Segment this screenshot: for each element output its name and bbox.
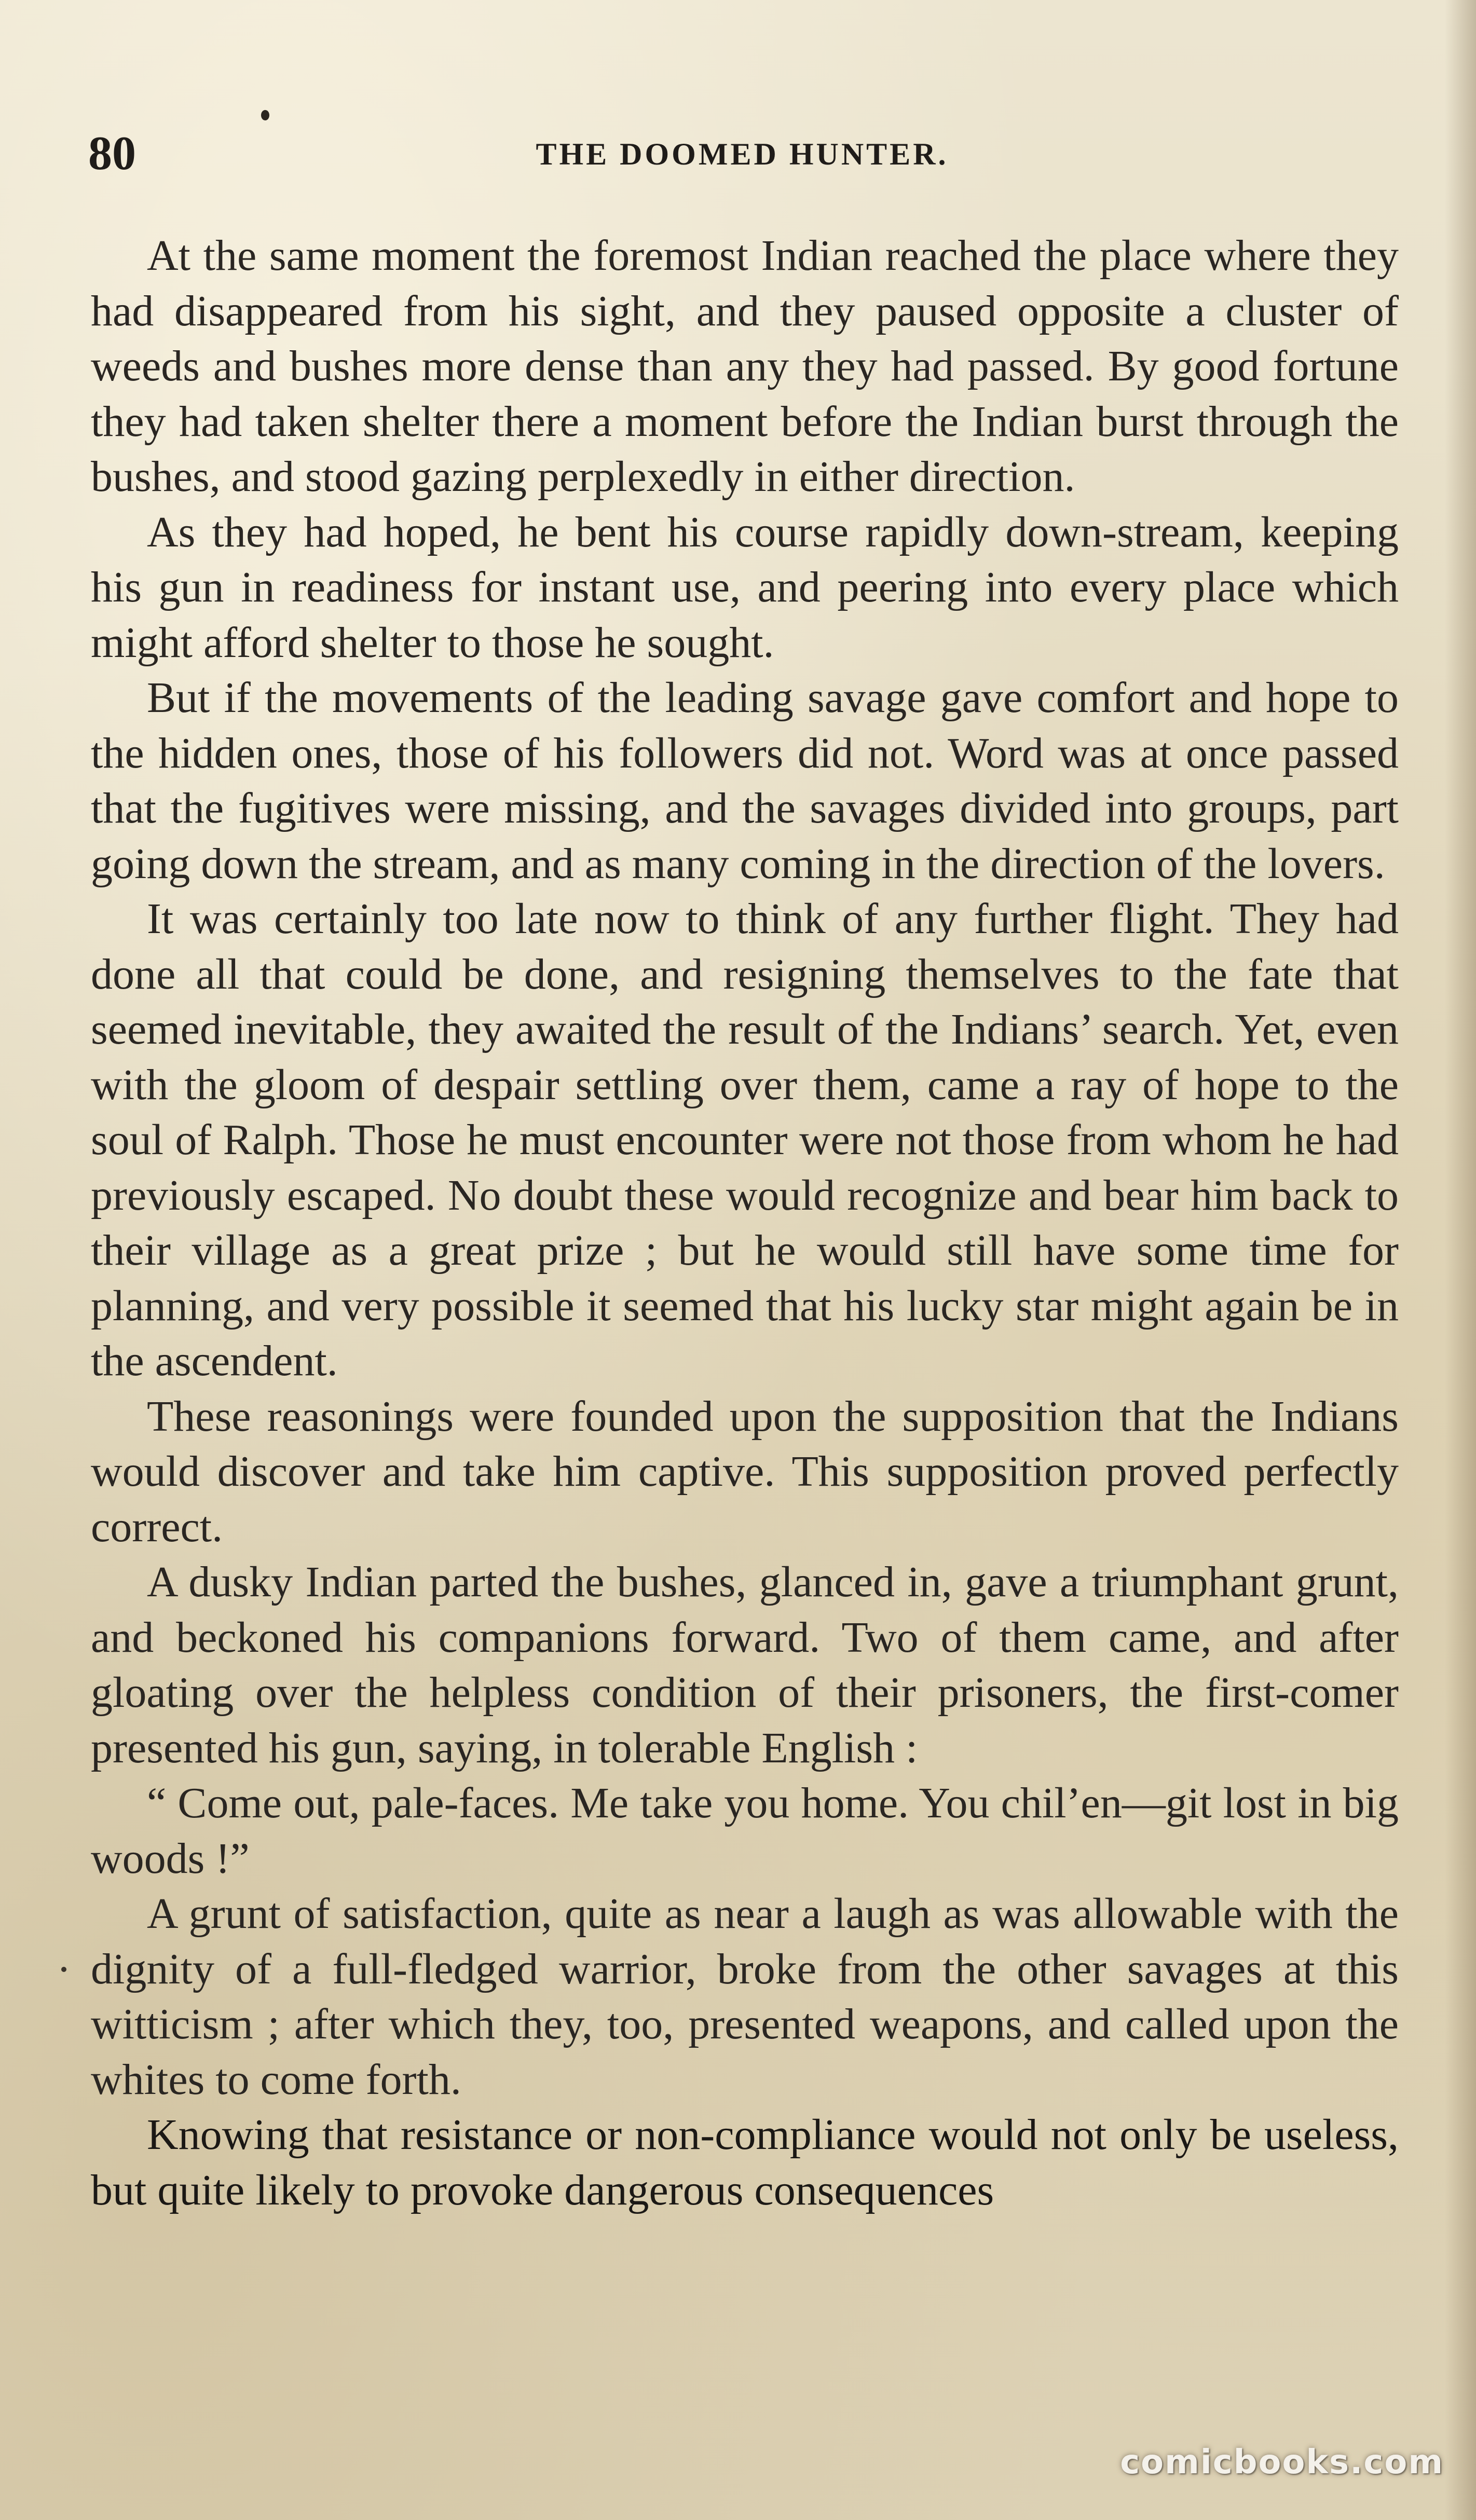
paragraph: These reasonings were founded upon the supposition that the Indians would discover and take him captive. This supposition proved perfectly correct.	[91, 1392, 1399, 1551]
page-header	[88, 125, 1396, 182]
paragraph: At the same moment the foremost Indian reached the place where they had disappeared from his sight, and they paused opposite a cluster of weeds and bushes more dense than any they had passed. By good fortune they had taken shelter there a moment before the Indian burst through the bushes, and stood gazing perplexedly in either direction.	[91, 231, 1399, 501]
paragraph: Knowing that resistance or non-compliance would not only be useless, but quite likely to provoke dangerous consequences	[91, 2111, 1399, 2214]
ink-speck	[261, 110, 269, 120]
watermark: comicbooks.com	[1120, 2443, 1444, 2482]
paragraph: But if the movements of the leading savage gave comfort and hope to the hidden ones, those of his followers did not. Word was at once passed that the fugitives were missing, and the savages divided into groups, part going down the stream, and as many coming in the direction of the lovers.	[91, 674, 1399, 888]
page-number: 80	[88, 127, 136, 180]
running-head: THE DOOMED HUNTER.	[536, 137, 949, 171]
paragraph: As they had hoped, he bent his course rapidly down-stream, keeping his gun in readiness for instant use, and peering into every place which might afford shelter to those he sought.	[91, 508, 1399, 667]
paragraph: A grunt of satisfaction, quite as near a laugh as was allowable with the dignity of a full-fledged warrior, broke from the other savages at this witticism ; after which they, too, presented weapons, and called upon the whites to come forth.	[91, 1889, 1399, 2104]
ink-speck	[61, 1967, 66, 1972]
page-edge-shadow	[1445, 0, 1476, 2520]
body-text	[91, 228, 1399, 2218]
paragraph: “ Come out, pale-faces. Me take you home. You chil’en—git lost in big woods !”	[91, 1779, 1399, 1883]
paragraph: It was certainly too late now to think of any further flight. They had done all that could be done, and resigning themselves to the fate that seemed inevitable, they awaited the result of the Indians’ search. Yet, even with the gloom of despair settling over them, came a ray of hope to the soul of Ralph. Those he must encounter were not those from whom he had previously escaped. No doubt these would recognize and bear him back to their village as a great prize ; but he would still have some time for planning, and very possible it seemed that his lucky star might again be in the ascendent.	[91, 895, 1399, 1385]
paragraph: A dusky Indian parted the bushes, glanced in, gave a triumphant grunt, and beckoned his companions forward. Two of them came, and after gloating over the helpless condition of their prisoners, the first-comer presented his gun, saying, in tolerable English :	[91, 1558, 1399, 1772]
